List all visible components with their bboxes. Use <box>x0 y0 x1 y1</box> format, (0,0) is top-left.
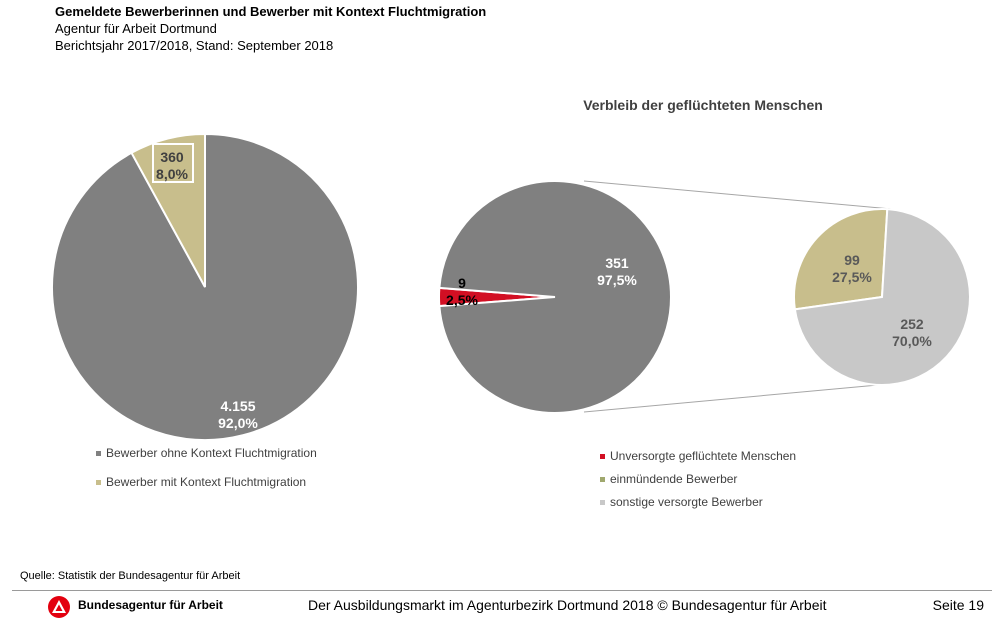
data-label-value: 99 <box>844 252 860 268</box>
data-label-value: 252 <box>900 316 924 332</box>
legend-item <box>600 449 796 472</box>
source-note: Quelle: Statistik der Bundesagentur für Arbeit <box>20 570 241 582</box>
footer-text: Der Ausbildungsmarkt im Agenturbezirk Dortmund 2018 © Bundesagentur für Arbeit <box>308 597 827 613</box>
data-label-value: 9 <box>458 275 466 291</box>
legend-swatch <box>600 500 605 505</box>
data-label-percent: 92,0% <box>218 415 258 431</box>
legend-label: Bewerber mit Kontext Fluchtmigration <box>106 475 307 489</box>
legend-label: Bewerber ohne Kontext Fluchtmigration <box>106 446 317 460</box>
connector-line <box>584 384 889 412</box>
legend-item <box>600 472 796 495</box>
legend-swatch <box>96 480 101 485</box>
legend-right <box>600 449 796 518</box>
data-label-percent: 97,5% <box>597 272 637 288</box>
legend-item <box>96 475 317 504</box>
data-label-percent: 8,0% <box>156 166 188 182</box>
legend-label: sonstige versorgte Bewerber <box>610 495 763 509</box>
legend-swatch <box>96 451 101 456</box>
data-label-percent: 27,5% <box>832 269 872 285</box>
chart-title: Gemeldete Bewerberinnen und Bewerber mit Kontext Fluchtmigration <box>55 4 487 19</box>
legend-item <box>96 446 317 475</box>
legend-swatch <box>600 477 605 482</box>
legend-label: Unversorgte geflüchtete Menschen <box>610 449 797 463</box>
connector-line <box>584 181 891 209</box>
legend-swatch <box>600 454 605 459</box>
agency-subtitle: Agentur für Arbeit Dortmund <box>55 21 217 36</box>
pie-title: Verbleib der geflüchteten Menschen <box>583 97 823 113</box>
page-number: Seite 19 <box>932 597 984 613</box>
data-label-value: 4.155 <box>220 398 256 414</box>
legend-label: einmündende Bewerber <box>610 472 738 486</box>
pie-slice <box>794 209 887 309</box>
legend-left <box>96 446 317 504</box>
data-label-value: 360 <box>160 149 184 165</box>
ba-logo-icon <box>46 595 72 619</box>
data-label-percent: 70,0% <box>892 333 932 349</box>
data-label-percent: 2,5% <box>446 292 478 308</box>
brand-name: Bundesagentur für Arbeit <box>78 598 223 612</box>
footer-divider <box>12 590 992 591</box>
period-subtitle: Berichtsjahr 2017/2018, Stand: September 2018 <box>55 38 334 53</box>
data-label-value: 351 <box>605 255 629 271</box>
legend-item <box>600 495 796 518</box>
